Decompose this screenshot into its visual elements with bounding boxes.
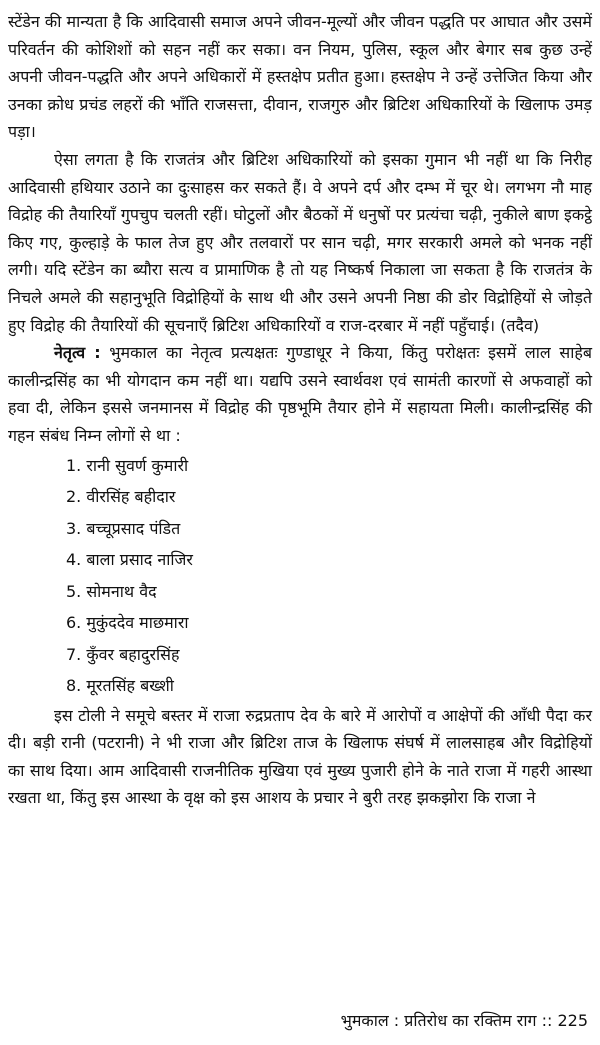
list-item: 3. बच्चूप्रसाद पंडित xyxy=(66,518,181,538)
paragraph-3-text: भुमकाल का नेतृत्व प्रत्यक्षतः गुण्डाधूर ने किया, किंतु परोक्षतः इसमें लाल साहेब कालीन्द्रसिंह का भी योगदान कम नहीं था। यद्यपि उसने स्वार्थवश एवं सामंती कारणों से अफवाहों को हवा दी, लेकिन इससे जनमानस में विद्रोह की पृष्ठभूमि तैयार होने में सहायता मिली। कालीन्द्रसिंह की गहन संबंध निम्न लोगों से था : xyxy=(8,343,592,445)
page-body xyxy=(8,8,592,450)
section-heading: नेतृत्व : xyxy=(54,343,101,363)
list-item: 5. सोमनाथ वैद xyxy=(66,581,157,601)
page-body-continued xyxy=(8,702,592,812)
list-item: 1. रानी सुवर्ण कुमारी xyxy=(66,455,189,475)
list-item: 4. बाला प्रसाद नाजिर xyxy=(66,550,193,569)
list-item: 7. कुँवर बहादुरसिंह xyxy=(66,644,180,664)
list-item: 2. वीरसिंह बहीदार xyxy=(66,487,176,506)
paragraph-1: स्टेंडेन की मान्यता है कि आदिवासी समाज अपने जीवन-मूल्यों और जीवन पद्धति पर आघात और उसमें परिवर्तन की कोशिशों को सहन नहीं कर सका। वन नियम, पुलिस, स्कूल और बेगार सब कुछ उन्हें अपनी जीवन-पद्धति और अपने अधिकारों में हस्तक्षेप प्रतीत हुआ। हस्तक्षेप ने उन्हें उत्तेजित किया और उनका क्रोध प्रचंड लहरों की भाँति राजसत्ता, दीवान, राजगुरु और ब्रिटिश अधिकारियों के खिलाफ उमड़ पड़ा। xyxy=(8,12,592,142)
list-item: 8. मूरतसिंह बख्शी xyxy=(66,676,174,695)
running-footer: भुमकाल : प्रतिरोध का रक्तिम राग :: 225 xyxy=(340,1011,588,1030)
associates-list xyxy=(8,450,592,702)
paragraph-3 xyxy=(8,339,592,449)
list-item: 6. मुकुंददेव माछमारा xyxy=(66,613,189,632)
paragraph-4: इस टोली ने समूचे बस्तर में राजा रुद्रप्रताप देव के बारे में आरोपों व आक्षेपों की आँधी पैदा कर दी। बड़ी रानी (पटरानी) ने भी राजा और ब्रिटिश ताज के खिलाफ संघर्ष में लालसाहब और विद्रोहियों का साथ दिया। आम आदिवासी राजनीतिक मुखिया एवं मुख्य पुजारी होने के नाते राजा में गहरी आस्था रखता था, किंतु इस आस्था के वृक्ष को इस आशय के प्रचार ने बुरी तरह झकझोरा कि राजा ने xyxy=(8,705,592,808)
paragraph-2: ऐसा लगता है कि राजतंत्र और ब्रिटिश अधिकारियों को इसका गुमान भी नहीं था कि निरीह आदिवासी हथियार उठाने का दुःसाहस कर सकते हैं। वे अपने दर्प और दम्भ में चूर थे। लगभग नौ माह विद्रोह की तैयारियाँ गुपचुप चलती रहीं। घोटुलों और बैठकों में धनुषों पर प्रत्यंचा चढ़ी, नुकीले बाण इकट्ठे किए गए, कुल्हाड़े के फाल तेज हुए और तलवारों पर सान चढ़ी, मगर सरकारी अमले को भनक नहीं लगी। यदि स्टेंडेन का ब्यौरा सत्य व प्रामाणिक है तो यह निष्कर्ष निकाला जा सकता है कि राजतंत्र के निचले अमले की सहानुभूति विद्रोहियों के साथ थी और उसने अपनी निष्ठा की डोर विद्रोहियों से जोड़ते हुए विद्रोह की तैयारियों की सूचनाएँ ब्रिटिश अधिकारियों व राज-दरबार में नहीं पहुँचाई। (तदैव) xyxy=(8,149,592,335)
